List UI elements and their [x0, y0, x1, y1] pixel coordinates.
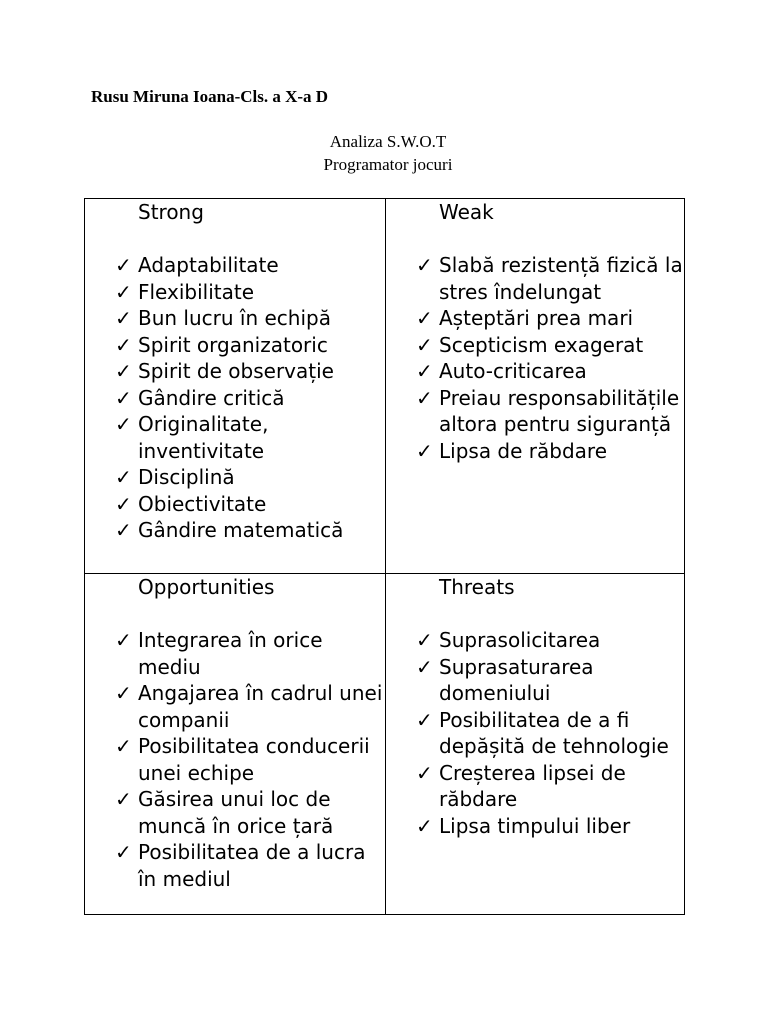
checkmark-icon: ✓	[115, 412, 132, 436]
list-item-text: Auto-criticarea	[439, 359, 587, 383]
list-item-text: Scepticism exagerat	[439, 332, 644, 357]
quadrant-title-weak: Weak	[439, 200, 494, 224]
document-subtitle: Programator jocuri	[323, 155, 453, 174]
list-item	[85, 279, 385, 306]
checkmark-icon: ✓	[416, 332, 433, 357]
list-item	[85, 627, 385, 680]
checkmark-icon: ✓	[115, 385, 132, 410]
list-item	[386, 385, 684, 438]
list-item	[85, 464, 385, 491]
list-item-text: Integrarea în orice mediu	[138, 628, 323, 679]
checkmark-icon: ✓	[416, 760, 433, 785]
list-item-text: Preiau responsabilitățile altora pentru siguranță	[439, 385, 680, 436]
list-item	[386, 760, 684, 813]
checkmark-icon: ✓	[115, 628, 132, 652]
swot-row-internal	[85, 199, 685, 574]
list-item	[386, 707, 684, 760]
list-item-text: Suprasolicitarea	[439, 628, 601, 652]
checkmark-icon: ✓	[416, 306, 433, 330]
list-item-text: Bun lucru în echipă	[138, 306, 331, 330]
list-item	[85, 491, 385, 518]
checkmark-icon: ✓	[416, 707, 433, 732]
list-item-text: Posibilitatea de a fi depășită de tehnologie	[439, 707, 669, 758]
checkmark-icon: ✓	[416, 654, 433, 679]
list-item	[386, 332, 684, 359]
list-item-text: Originalitate, inventivitate	[138, 412, 269, 463]
list-item-text: Posibilitatea conducerii unei echipe	[138, 734, 370, 785]
list-item	[85, 733, 385, 786]
checkmark-icon: ✓	[115, 332, 132, 357]
list-item	[85, 385, 385, 412]
threats-list	[386, 627, 684, 839]
list-item	[386, 438, 684, 465]
list-item-text: Găsirea unui loc de muncă în orice țară	[138, 787, 334, 838]
checkmark-icon: ✓	[115, 306, 132, 330]
quadrant-title-threats: Threats	[439, 575, 515, 599]
list-item	[386, 305, 684, 332]
list-item	[85, 358, 385, 385]
checkmark-icon: ✓	[115, 359, 132, 383]
list-item	[85, 680, 385, 733]
author-line: Rusu Miruna Ioana-Cls. a X-a D	[91, 87, 329, 106]
list-item-text: Așteptări prea mari	[439, 306, 634, 330]
checkmark-icon: ✓	[416, 438, 433, 463]
list-item	[386, 654, 684, 707]
list-item-text: Spirit de observație	[138, 359, 334, 383]
list-item-text: Angajarea în cadrul unei companii	[138, 681, 383, 732]
checkmark-icon: ✓	[115, 734, 132, 758]
quadrant-opportunities	[85, 574, 386, 915]
list-item	[85, 252, 385, 279]
list-item	[85, 517, 385, 544]
list-item-text: Slabă rezistență fizică la stres îndelungat	[439, 253, 683, 304]
list-item-text: Spirit organizatoric	[138, 332, 328, 357]
quadrant-title-strong: Strong	[138, 200, 204, 224]
list-item	[386, 627, 684, 654]
quadrant-strong	[85, 199, 386, 574]
list-item	[85, 305, 385, 332]
quadrant-title-opportunities: Opportunities	[138, 575, 275, 599]
checkmark-icon: ✓	[115, 840, 132, 864]
checkmark-icon: ✓	[115, 787, 132, 811]
checkmark-icon: ✓	[115, 253, 132, 277]
list-item	[386, 813, 684, 840]
list-item-text: Gândire critică	[138, 385, 285, 410]
list-item	[386, 358, 684, 385]
swot-row-external	[85, 574, 685, 915]
quadrant-weak	[386, 199, 685, 574]
checkmark-icon: ✓	[115, 279, 132, 304]
list-item-text: Flexibilitate	[138, 279, 255, 304]
checkmark-icon: ✓	[416, 628, 433, 652]
list-item-text: Adaptabilitate	[138, 253, 279, 277]
list-item-text: Suprasaturarea domeniului	[439, 654, 594, 705]
checkmark-icon: ✓	[115, 518, 132, 542]
list-item-text: Gândire matematică	[138, 518, 344, 542]
quadrant-threats	[386, 574, 685, 915]
checkmark-icon: ✓	[416, 385, 433, 410]
weak-list	[386, 252, 684, 464]
list-item	[85, 332, 385, 359]
swot-table	[84, 198, 685, 915]
checkmark-icon: ✓	[115, 491, 132, 516]
checkmark-icon: ✓	[115, 681, 132, 705]
checkmark-icon: ✓	[115, 465, 132, 489]
list-item-text: Lipsa de răbdare	[439, 438, 607, 463]
opportunities-list	[85, 627, 385, 892]
checkmark-icon: ✓	[416, 813, 433, 838]
list-item	[85, 839, 385, 892]
document-title: Analiza S.W.O.T	[329, 132, 447, 151]
checkmark-icon: ✓	[416, 359, 433, 383]
list-item-text: Posibilitatea de a lucra în mediul	[138, 840, 366, 891]
list-item-text: Lipsa timpului liber	[439, 813, 631, 838]
list-item-text: Obiectivitate	[138, 491, 267, 516]
list-item	[85, 411, 385, 464]
list-item-text: Disciplină	[138, 465, 235, 489]
list-item	[386, 252, 684, 305]
strong-list	[85, 252, 385, 544]
list-item	[85, 786, 385, 839]
list-item-text: Creșterea lipsei de răbdare	[439, 760, 626, 811]
checkmark-icon: ✓	[416, 253, 433, 277]
